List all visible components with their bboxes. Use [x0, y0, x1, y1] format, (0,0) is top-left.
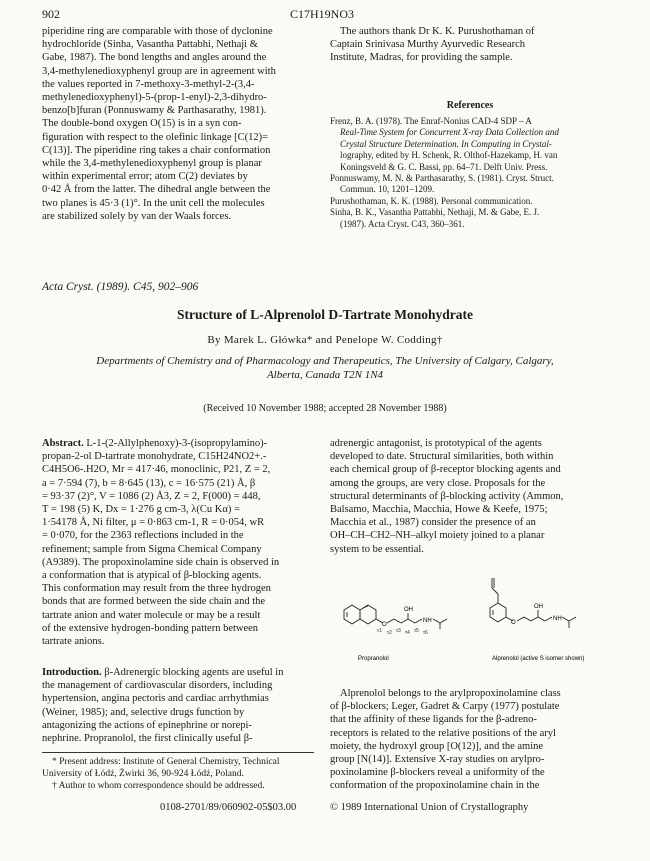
text-line: Sinha, B. K., Vasantha Pattabhi, Nethaji, M. & Gabe, E. J. [330, 207, 540, 218]
torsion-label: τ3 [396, 628, 401, 634]
text-line: a = 7·594 (7), b = 8·645 (13), c = 16·575 (21) Å, β [42, 477, 256, 489]
acknowledgement [330, 25, 610, 65]
issn-price: 0108-2701/89/060902-05$03.00 [160, 802, 297, 813]
text-line: adrenergic antagonist, is prototypical of the agents [330, 438, 542, 449]
text-line: antagonizing the actions of epinephrine or norepi- [42, 719, 252, 731]
text-line: Gabe, 1987). The bond lengths and angles around the [42, 52, 267, 64]
text-line: (1987). Acta Cryst. C43, 360–361. [340, 218, 465, 229]
torsion-label: τ2 [387, 630, 392, 636]
text-line: The authors thank Dr K. K. Purushothaman of [340, 26, 535, 37]
text-line: that the affinity of these ligands for the β-adreno- [330, 714, 537, 726]
text-line: Alprenolol belongs to the arylpropoxinolamine class [340, 688, 561, 699]
text-line: 1·54178 Å, Ni filter, μ = 0·863 cm-1, R = 0·054, wR [42, 517, 265, 529]
text-line: (Weiner, 1985); and, selective drugs function by [42, 706, 245, 718]
text-line: Real-Time System for Concurrent X-ray Data Collection and [340, 127, 559, 138]
text-line: Crystal Structure Determination. In Computing in Crystal- [340, 138, 552, 149]
torsion-label: τ6 [423, 630, 428, 636]
propranolol-structure [344, 605, 447, 629]
text-line: poxinolamine β-blockers reveal a uniformity of the [330, 767, 545, 779]
text-line: hydrochloride (Sinha, Vasantha Pattabhi, Nethaji & [42, 39, 258, 51]
footnotes [42, 756, 314, 792]
text-line: two planes is 45·3 (1)°. In the unit cell the molecules [42, 197, 265, 209]
text-line: the management of cardiovascular disorders, including [42, 680, 273, 692]
text-line: Frenz, B. A. (1978). The Enraf-Nonius CAD-4 SDP – A [330, 116, 532, 126]
introduction [42, 666, 314, 745]
text-line: 3,4-methylenedioxyphenyl group are in agreement with [42, 65, 276, 77]
affiliation-line-2: Alberta, Canada T2N 1N4 [266, 369, 384, 381]
page-number: 902 [42, 7, 60, 21]
footnote-line: University of Łódź, Żwirki 36, 90-924 Łódź, Poland. [42, 769, 244, 779]
footnote-line: * Present address: Institute of General Chemistry, Technical [52, 757, 280, 767]
text-line: of β-blockers; Leger, Gadret & Carpy (1977) postulate [330, 701, 560, 713]
text-line: (A9389). The propoxinolamine side chain is observed in [42, 556, 280, 568]
text-line: propan-2-ol D-tartrate monohydrate, C15H24NO2+.- [42, 451, 267, 463]
text-line: 0·42 Å from the latter. The dihedral angle between the [42, 184, 271, 196]
text-line: moiety, the hydroxyl group [O(12)], and the amine [330, 740, 544, 752]
text-line: Captain Srinivasa Murthy Ayurvedic Research [330, 39, 525, 51]
reference-list [330, 116, 615, 230]
text-line: Institute, Madras, for providing the sample. [330, 52, 513, 64]
reference-item [330, 207, 615, 230]
received-dates: (Received 10 November 1988; accepted 28 November 1988) [203, 403, 447, 414]
article-title: Structure of L-Alprenolol D-Tartrate Monohydrate [177, 307, 473, 322]
text-line: OH–CH–CH2–NH–alkyl moiety joined to a planar [330, 530, 545, 542]
text-line: tartrate anions. [42, 636, 105, 648]
running-title: C17H19NO3 [290, 7, 355, 21]
reference-item [330, 173, 615, 196]
footnote-line: † Author to whom correspondence should be addressed. [52, 781, 265, 791]
introduction-heading: Introduction. [42, 667, 102, 678]
text-line: group [N(14)]. Extensive X-ray studies on arylpro- [330, 754, 545, 766]
alprenolol-structure [490, 578, 576, 628]
text-line: benzo[b]furan (Ponnuswamy & Parthasarathy, 1981). [42, 105, 267, 117]
text-line: hypertension, angina pectoris and cardiac arrhythmias [42, 693, 269, 705]
text-line: L-1-(2-Allylphenoxy)-3-(isopropylamino)- [86, 438, 268, 449]
reference-item [330, 196, 615, 207]
chemical-structures-figure [330, 568, 615, 673]
text-line: are stabilized solely by van der Waals forces. [42, 210, 232, 222]
text-line: Ponnuswamy, M. N. & Parthasarathy, S. (1981). Cryst. Struct. [330, 173, 554, 184]
text-line: This conformation may result from the three hydrogen [42, 583, 271, 595]
torsion-label: τ5 [414, 628, 419, 634]
text-line: piperidine ring are comparable with those of dyclonine [42, 26, 273, 37]
torsion-labels [377, 628, 428, 636]
copyright: © 1989 International Union of Crystallography [330, 802, 529, 813]
right-column-text [330, 437, 610, 556]
text-line: among the groups, are very close. Proposals for the [330, 477, 546, 489]
text-line: lography, edited by H. Schenk, R. Olthof-Hazekamp, H. van [340, 150, 558, 161]
text-line: the values reported in 7-methoxy-3-methyl-2-(3,4- [42, 78, 255, 90]
text-line: a conformation that is atypical of β-blocking agents. [42, 570, 262, 582]
text-line: while the 3,4-methylenedioxyphenyl group is planar [42, 158, 262, 170]
affiliation-line-1: Departments of Chemistry and of Pharmacology and Therapeutics, The University of Calgary, Calgary, [96, 355, 554, 367]
text-line: = 0·070, for the 2363 reflections included in the [42, 530, 244, 542]
text-line: nephrine. Propranolol, the first clinically useful β- [42, 733, 253, 745]
reference-item [330, 116, 615, 173]
text-line: bonds that are formed between the side chain and the [42, 596, 266, 608]
torsion-label: τ4 [405, 630, 410, 636]
text-line: Purushothaman, K. K. (1988). Personal communication. [330, 195, 533, 206]
torsion-label: τ1 [377, 628, 382, 634]
text-line: C4H5O6-.H2O, Mr = 417·46, monoclinic, P21, Z = 2, [42, 464, 271, 476]
text-line: of the extensive hydrogen-bonding pattern between [42, 622, 259, 634]
hydroxyl-label: OH [534, 604, 543, 610]
text-line: T = 198 (5) K, Dx = 1·276 g cm-3, λ(Cu Kα) = [42, 504, 240, 516]
text-line: conformation of the propoxinolamine chain in the [330, 780, 540, 792]
hydroxyl-label: OH [404, 607, 413, 613]
text-line: Macchia et al., 1987) consider the presence of an [330, 517, 536, 529]
text-line: developed to date. Structural similarities, both within [330, 451, 554, 463]
abstract-heading: Abstract. [42, 438, 84, 449]
text-line: figuration with respect to the olefinic linkage [C(12)= [42, 131, 269, 143]
text-line: Balsamo, Macchia, Macchia, Howe & Keefe, 1975; [330, 504, 548, 516]
text-line: within experimental error; atom C(2) deviates by [42, 171, 248, 183]
right-column-text-2 [330, 687, 610, 793]
text-line: The double-bond oxygen O(15) is in a syn con- [42, 118, 242, 130]
alprenolol-caption: Alprenolol (active S isomer shown) [492, 656, 585, 662]
amine-label: NH [553, 616, 562, 622]
text-line: Koningsveld & G. C. Bassi, pp. 64–71. Delft Univ. Press. [340, 161, 548, 172]
text-line: each chemical group of β-receptor blocking agents and [330, 464, 561, 476]
text-line: receptors is related to the relative positions of the aryl [330, 727, 556, 739]
text-line: tartrate anion and water molecule or may be a result [42, 609, 261, 621]
text-line: C(13)]. The piperidine ring takes a chair conformation [42, 144, 271, 156]
references-heading: References [446, 100, 494, 111]
ether-oxygen-label: O [382, 622, 387, 628]
top-left-column [42, 25, 314, 223]
article-citation: Acta Cryst. (1989). C45, 902–906 [42, 281, 199, 293]
text-line: = 93·37 (2)°, V = 1086 (2) Å3, Z = 2, F(000) = 448, [42, 490, 261, 502]
text-line: Commun. 10, 1201–1209. [340, 184, 435, 195]
article-authors: By Marek L. Główka* and Penelope W. Codding† [207, 334, 443, 346]
text-line: refinement; sample from Sigma Chemical Company [42, 543, 262, 555]
text-line: β-Adrenergic blocking agents are useful in [104, 667, 284, 678]
ether-oxygen-label: O [511, 620, 516, 626]
text-line: structural determinants of β-blocking activity (Ammon, [330, 490, 564, 502]
text-line: system to be essential. [330, 543, 424, 555]
footnote-rule [42, 752, 314, 753]
propranolol-caption: Propranolol [358, 656, 389, 662]
amine-label: NH [423, 618, 432, 624]
abstract [42, 437, 314, 648]
text-line: methylenedioxyphenyl)-5-(prop-1-enyl)-2,3-dihydro- [42, 92, 267, 104]
